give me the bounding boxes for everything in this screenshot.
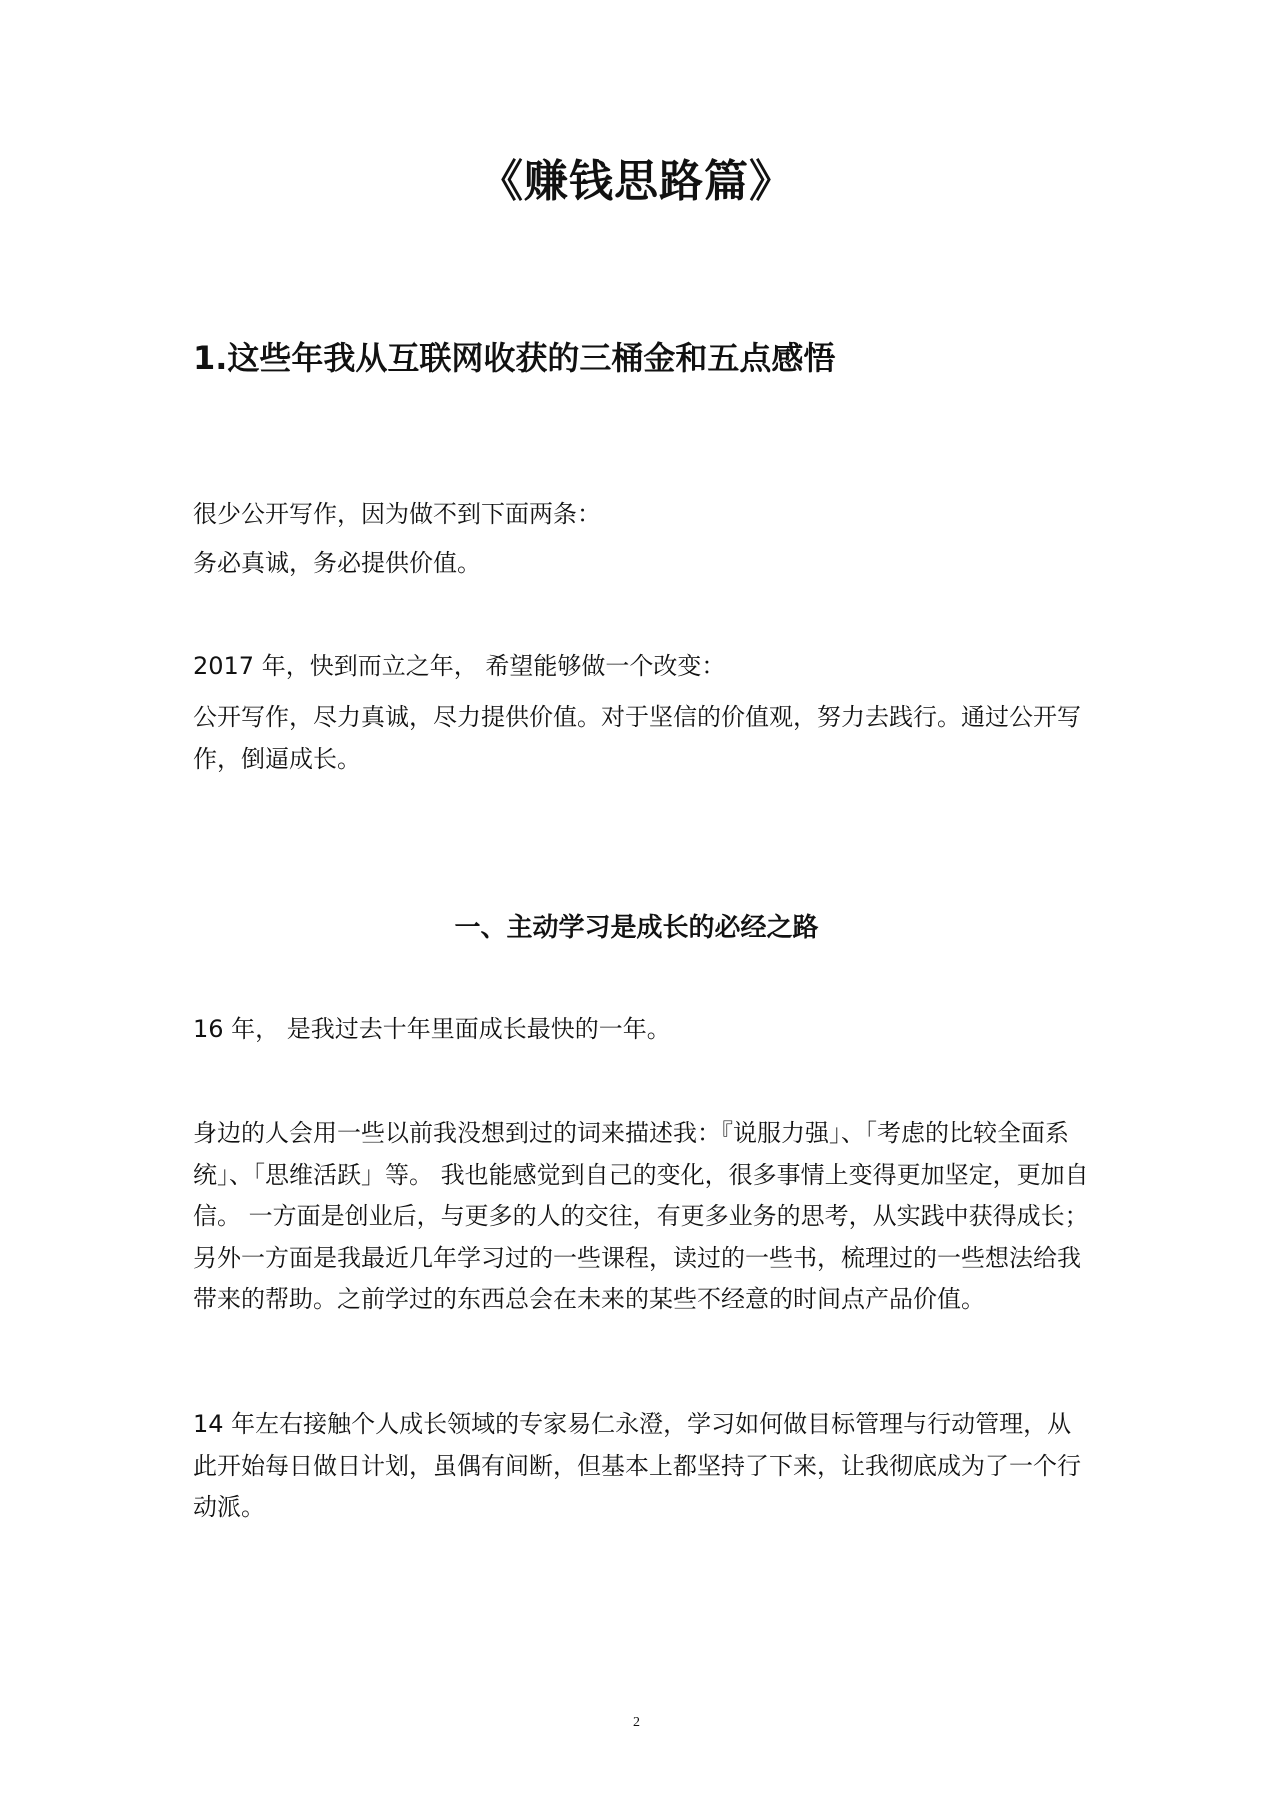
- chapter-heading: 1.这些年我从互联网收获的三桶金和五点感悟: [193, 339, 836, 377]
- intro-line-2: 务必真诚，务必提供价值。: [193, 549, 481, 577]
- page-number: 2: [633, 1715, 640, 1730]
- paragraph-self-change: 身边的人会用一些以前我没想到过的词来描述我：『说服力强」、「考虑的比较全面系统」、「思维活跃」等。 我也能感觉到自己的变化，很多事情上变得更加坚定，更加自信。 一方面是创业后，与更多的人的交往，有更多业务的思考，从实践中获得成长； 另外一方面是我最近几年学习过的一些课程，读过的一些书，梳理过的一些想法给我带来的帮助。之前学过的东西总会在未来的某些不经意的时间点产品价值。: [193, 1119, 1089, 1313]
- paragraph-action: 14 年左右接触个人成长领域的专家易仁永澄，学习如何做目标管理与行动管理，从此开始每日做日计划，虽偶有间断，但基本上都坚持了下来，让我彻底成为了一个行动派。: [193, 1410, 1081, 1521]
- change-line-1: 2017 年，快到而立之年， 希望能够做一个改变：: [193, 652, 726, 680]
- change-body: 公开写作，尽力真诚，尽力提供价值。对于坚信的价值观，努力去践行。通过公开写作，倒逼成长。: [193, 703, 1081, 773]
- section-heading: 一、主动学习是成长的必经之路: [454, 913, 819, 943]
- document-title: 《赚钱思路篇》: [479, 156, 794, 207]
- paragraph-growth-year: 16 年， 是我过去十年里面成长最快的一年。: [193, 1015, 671, 1043]
- intro-line-1: 很少公开写作，因为做不到下面两条：: [193, 500, 601, 528]
